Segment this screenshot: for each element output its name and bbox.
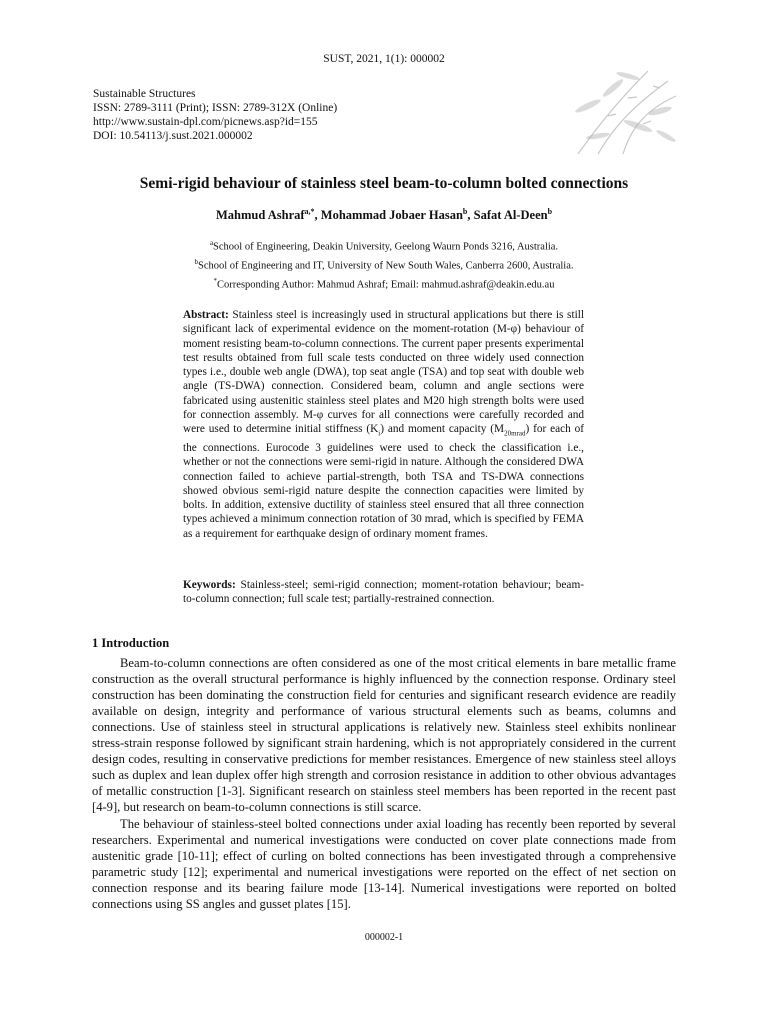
author-affil-mark: b [547, 207, 553, 216]
keywords-label: Keywords: [183, 579, 236, 591]
running-head: SUST, 2021, 1(1): 000002 [323, 53, 445, 65]
affil-text: School of Engineering and IT, University of New South Wales, Canberra 2600, Australia. [197, 260, 574, 272]
corr-text: Corresponding Author: Mahmud Ashraf; Email: mahmud.ashraf@deakin.edu.au [217, 279, 555, 291]
journal-issn: ISSN: 2789-3111 (Print); ISSN: 2789-312X (Online) [93, 102, 338, 114]
affiliation-b [0, 255, 768, 274]
journal-url[interactable]: http://www.sustain-dpl.com/picnews.asp?id=155 [93, 116, 318, 128]
affil-mark: a [209, 239, 214, 247]
section-heading: 1 Introduction [92, 636, 170, 650]
author-separator: , [467, 208, 474, 223]
keywords-text: Stainless-steel; semi-rigid connection; moment-rotation behaviour; beam-to-column connection; full scale test; partially-restrained connection. [183, 579, 584, 606]
abstract-subscript: 20mrad [504, 429, 526, 438]
author-affil-mark: b [462, 207, 468, 216]
author-name: Safat Al-Deen [473, 208, 548, 223]
corresponding-author [0, 274, 768, 293]
paragraph: Beam-to-column connections are often considered as one of the most critical elements in bare metallic frame construction as the overall structural performance is highly influenced by the connection response. Ordinary steel construction has been dominating the construction field for centuries and significant research evidence are readily available on design, integrity and performance of various structural elements such as beams, columns and connections. Use of stainless steel in structural applications is relatively new. Stainless steel exhibits nonlinear stress-strain response followed by significant strain hardening, which is not appropriately considered in the current design codes, resulting in conservative predictions for member resistances. Emergence of new stainless steel alloys such as duplex and lean duplex offer high strength and corrosion resistance in addition to other obvious advantages of metallic construction [1-3]. Significant research on stainless steel members has been reported in the recent past [4-9], but research on beam-to-column connections is still scarce. [92, 656, 676, 814]
page-number: 000002-1 [364, 932, 404, 943]
affiliations [0, 236, 768, 293]
author-affil-mark: a,* [304, 207, 315, 216]
paper-title: Semi-rigid behaviour of stainless steel beam-to-column bolted connections [139, 175, 629, 192]
abstract-text: ) and moment capacity (M [380, 423, 505, 436]
section-body [92, 655, 676, 913]
abstract [183, 308, 584, 541]
affil-text: School of Engineering, Deakin University, Geelong Waurn Ponds 3216, Australia. [213, 241, 559, 253]
journal-meta [93, 87, 337, 143]
affiliation-a [0, 236, 768, 255]
author-name: Mahmud Ashraf [215, 208, 305, 223]
journal-name: Sustainable Structures [93, 88, 196, 100]
keywords [183, 578, 584, 607]
paragraph: The behaviour of stainless-steel bolted connections under axial loading has recently been reported by several researchers. Experimental and numerical investigations were conducted on cover plate connections made from austenitic grade [10-11]; effect of curling on bolted connections has been investigated through a comprehensive parametric study [12]; experimental and numerical investigations were reported on the effect of net section on connection response and its bearing failure mode [13-14]. Numerical investigations were reported on bolted connections using SS angles and gusset plates [15]. [92, 817, 676, 911]
affil-mark: b [194, 258, 198, 266]
abstract-subscript: i [378, 429, 381, 438]
author-name: Mohammad Jobaer Hasan [320, 208, 463, 223]
abstract-text: Stainless steel is increasingly used in structural applications but there is still significant lack of experimental evidence on the moment-rotation (M-φ) behaviour of moment resisting beam-to-column connections. The current paper presents experimental test results obtained from full scale tests conducted on three widely used connection types i.e., double web angle (DWA), top seat angle (TSA) and top seat with double web angle (TS-DWA) connection. Considered beam, column and angle sections were fabricated using austenitic stainless steel plates and M20 high strength bolts were used for connection assembly. M-φ curves for all connections were carefully recorded and were used to determine initial stiffness (K [183, 309, 584, 436]
affil-mark: * [213, 277, 218, 285]
journal-doi: DOI: 10.54113/j.sust.2021.000002 [93, 130, 253, 142]
bamboo-watermark-icon [568, 66, 680, 156]
author-list [0, 207, 768, 223]
author-separator: , [314, 208, 321, 223]
abstract-label: Abstract: [183, 309, 229, 321]
abstract-text: ) for each of the connections. Eurocode 3 guidelines were used to check the classification i.e., whether or not the connections were semi-rigid in nature. Although the considered DWA connection failed to achieve partial-strength, both TSA and TS-DWA connections showed obvious semi-rigid nature despite the connection capacities were limited by bolts. In addition, extensive ductility of stainless steel ensured that all three connection types achieved a minimum connection rotation of 30 mrad, which is specified by FEMA as a requirement for earthquake design of ordinary moment frames. [183, 423, 584, 540]
